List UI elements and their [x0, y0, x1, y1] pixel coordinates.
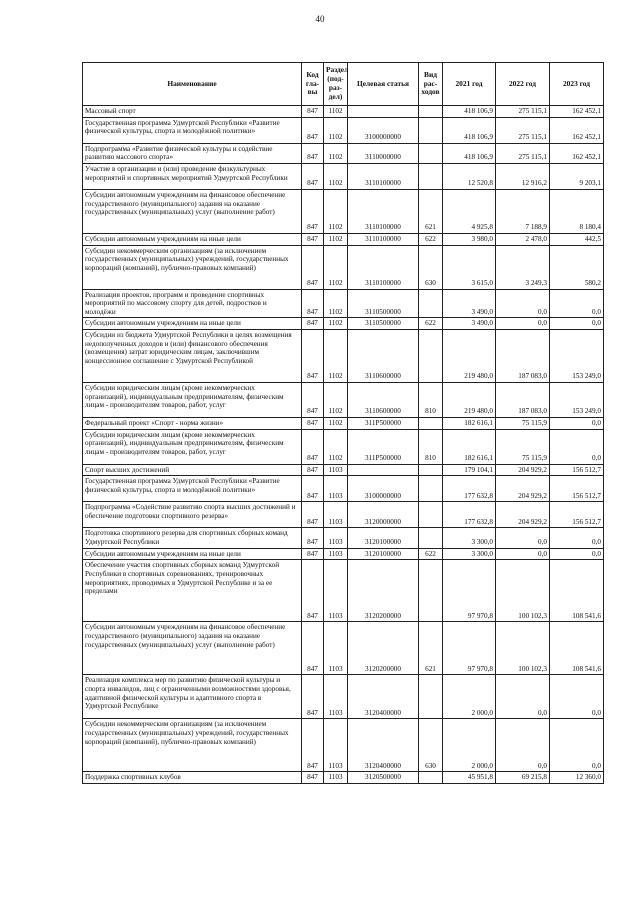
row-name: Субсидии автономным учреждениям на иные цели — [83, 233, 302, 245]
row-2021: 418 106,9 — [443, 143, 496, 163]
row-2023: 9 203,1 — [550, 163, 604, 189]
row-vid — [419, 163, 443, 189]
row-statya: 311P500000 — [348, 429, 419, 464]
row-kod: 847 — [302, 289, 324, 318]
row-razdel: 1103 — [324, 622, 348, 675]
row-2022: 69 215,8 — [496, 772, 550, 784]
table-row — [83, 143, 604, 163]
row-kod: 847 — [302, 502, 324, 528]
row-statya: 3120100000 — [348, 548, 419, 560]
row-2022: 204 929,2 — [496, 502, 550, 528]
row-statya: 3100000000 — [348, 117, 419, 143]
row-kod: 847 — [302, 548, 324, 560]
row-vid: 621 — [419, 189, 443, 233]
table-row — [83, 106, 604, 118]
row-2023: 108 541,6 — [550, 560, 604, 622]
table-row — [83, 528, 604, 548]
row-2021: 2 000,0 — [443, 719, 496, 772]
header-2021: 2021 год — [443, 63, 496, 106]
row-2023: 0,0 — [550, 548, 604, 560]
row-razdel: 1102 — [324, 429, 348, 464]
row-2021: 219 480,0 — [443, 330, 496, 383]
row-razdel: 1102 — [324, 163, 348, 189]
row-vid — [419, 464, 443, 476]
row-2023: 8 180,4 — [550, 189, 604, 233]
row-name: Субсидии юридическим лицам (кроме некоммерческих организаций), индивидуальным предпринимателям, физическим лицам - производителям товаров, работ, услуг — [83, 383, 302, 418]
row-vid — [419, 528, 443, 548]
row-kod: 847 — [302, 245, 324, 289]
row-statya: 311P500000 — [348, 418, 419, 430]
table-header-row — [83, 63, 604, 106]
row-vid — [419, 476, 443, 502]
row-2021: 177 632,8 — [443, 476, 496, 502]
row-razdel: 1103 — [324, 464, 348, 476]
row-2022: 204 929,2 — [496, 464, 550, 476]
row-2023: 156 512,7 — [550, 476, 604, 502]
table-row — [83, 383, 604, 418]
row-statya: 3120400000 — [348, 675, 419, 719]
row-name: Подпрограмма «Содействие развитию спорта высших достижений и обеспечение подготовки спортивного резерва» — [83, 502, 302, 528]
row-name: Поддержка спортивных клубов — [83, 772, 302, 784]
row-2023: 0,0 — [550, 418, 604, 430]
row-2023: 0,0 — [550, 675, 604, 719]
row-vid — [419, 117, 443, 143]
row-2021: 3 300,0 — [443, 528, 496, 548]
row-name: Обеспечение участия спортивных сборных команд Удмуртской Республики в спортивных соревнованиях, тренировочных мероприятиях, проводимых в Удмуртской Республике и за ее пределами — [83, 560, 302, 622]
row-2023: 0,0 — [550, 429, 604, 464]
row-kod: 847 — [302, 476, 324, 502]
row-name: Реализация комплекса мер по развитию физической культуры и спорта инвалидов, лиц с ограниченными возможностями здоровья, адаптивной физической культуры и адаптивного спорта в Удмуртской Республике — [83, 675, 302, 719]
row-statya — [348, 464, 419, 476]
row-razdel: 1102 — [324, 330, 348, 383]
row-razdel: 1102 — [324, 318, 348, 330]
row-name: Государственная программа Удмуртской Республики «Развитие физической культуры, спорта и молодёжной политики» — [83, 117, 302, 143]
row-statya: 3110100000 — [348, 245, 419, 289]
table-row — [83, 476, 604, 502]
row-statya: 3110100000 — [348, 189, 419, 233]
row-name: Подготовка спортивного резерва для спортивных сборных команд Удмуртской Республики — [83, 528, 302, 548]
row-vid — [419, 106, 443, 118]
table-row — [83, 418, 604, 430]
row-statya: 3110000000 — [348, 143, 419, 163]
row-2022: 0,0 — [496, 528, 550, 548]
row-kod: 847 — [302, 189, 324, 233]
row-2023: 0,0 — [550, 318, 604, 330]
row-2021: 179 104,1 — [443, 464, 496, 476]
row-2023: 442,5 — [550, 233, 604, 245]
row-statya: 3120500000 — [348, 772, 419, 784]
row-razdel: 1102 — [324, 106, 348, 118]
row-kod: 847 — [302, 330, 324, 383]
table-row — [83, 548, 604, 560]
row-2022: 75 115,9 — [496, 418, 550, 430]
table-row — [83, 330, 604, 383]
row-razdel: 1103 — [324, 560, 348, 622]
row-2021: 3 980,0 — [443, 233, 496, 245]
row-kod: 847 — [302, 418, 324, 430]
row-2021: 418 106,9 — [443, 117, 496, 143]
row-2022: 2 478,0 — [496, 233, 550, 245]
row-name: Спорт высших достижений — [83, 464, 302, 476]
row-vid — [419, 330, 443, 383]
row-2021: 3 490,0 — [443, 318, 496, 330]
row-razdel: 1102 — [324, 117, 348, 143]
row-statya: 3120100000 — [348, 528, 419, 548]
table-row — [83, 622, 604, 675]
row-statya: 3120400000 — [348, 719, 419, 772]
table-row — [83, 464, 604, 476]
row-name: Субсидии из бюджета Удмуртской Республики в целях возмещения недополученных доходов и (или) финансового обеспечения (возмещения) затрат юридическим лицам, заключившим концессионное соглашение с Удмуртской Республикой — [83, 330, 302, 383]
header-statya: Целевая статья — [348, 63, 419, 106]
row-statya: 3100000000 — [348, 476, 419, 502]
table-row — [83, 318, 604, 330]
row-razdel: 1102 — [324, 245, 348, 289]
row-2021: 2 000,0 — [443, 675, 496, 719]
row-vid — [419, 418, 443, 430]
table-row — [83, 772, 604, 784]
row-statya: 3110500000 — [348, 318, 419, 330]
row-vid: 622 — [419, 233, 443, 245]
row-vid — [419, 289, 443, 318]
table-row — [83, 289, 604, 318]
row-2021: 3 615,0 — [443, 245, 496, 289]
row-statya: 3110500000 — [348, 289, 419, 318]
row-name: Массовый спорт — [83, 106, 302, 118]
row-name: Реализация проектов, программ и проведение спортивных мероприятий по массовому спорту для детей, подростков и молодёжи — [83, 289, 302, 318]
row-razdel: 1103 — [324, 772, 348, 784]
row-kod: 847 — [302, 622, 324, 675]
row-2021: 97 970,8 — [443, 622, 496, 675]
row-vid: 630 — [419, 719, 443, 772]
row-kod: 847 — [302, 106, 324, 118]
row-name: Федеральный проект «Спорт - норма жизни» — [83, 418, 302, 430]
row-2021: 177 632,8 — [443, 502, 496, 528]
table-row — [83, 675, 604, 719]
header-2023: 2023 год — [550, 63, 604, 106]
row-2023: 0,0 — [550, 719, 604, 772]
row-2023: 162 452,1 — [550, 117, 604, 143]
row-razdel: 1102 — [324, 418, 348, 430]
row-2022: 3 249,3 — [496, 245, 550, 289]
row-kod: 847 — [302, 719, 324, 772]
row-kod: 847 — [302, 772, 324, 784]
row-vid — [419, 675, 443, 719]
row-statya: 3110600000 — [348, 383, 419, 418]
row-kod: 847 — [302, 429, 324, 464]
row-2023: 12 360,0 — [550, 772, 604, 784]
row-2023: 0,0 — [550, 289, 604, 318]
row-kod: 847 — [302, 143, 324, 163]
row-vid: 622 — [419, 548, 443, 560]
row-kod: 847 — [302, 318, 324, 330]
row-2022: 0,0 — [496, 289, 550, 318]
row-name: Субсидии некоммерческим организациям (за исключением государственных (муниципальных) учреждений, государственных корпораций (компаний), публично-правовых компаний) — [83, 719, 302, 772]
table-row — [83, 245, 604, 289]
table-row — [83, 429, 604, 464]
row-razdel: 1103 — [324, 548, 348, 560]
row-2022: 204 929,2 — [496, 476, 550, 502]
row-razdel: 1102 — [324, 143, 348, 163]
row-razdel: 1103 — [324, 476, 348, 502]
row-2022: 0,0 — [496, 719, 550, 772]
row-2023: 153 249,0 — [550, 330, 604, 383]
row-2023: 156 512,7 — [550, 502, 604, 528]
row-statya: 3110600000 — [348, 330, 419, 383]
row-name: Субсидии автономным учреждениям на финансовое обеспечение государственного (муниципального) задания на оказание государственных (муниципальных) услуг (выполнение работ) — [83, 189, 302, 233]
header-name: Наименование — [83, 63, 302, 106]
row-name: Субсидии юридическим лицам (кроме некоммерческих организаций), индивидуальным предпринимателям, физическим лицам - производителям товаров, работ, услуг — [83, 429, 302, 464]
table-row — [83, 560, 604, 622]
row-name: Субсидии автономным учреждениям на иные цели — [83, 548, 302, 560]
row-kod: 847 — [302, 464, 324, 476]
row-razdel: 1103 — [324, 502, 348, 528]
row-2021: 182 616,1 — [443, 429, 496, 464]
row-vid: 630 — [419, 245, 443, 289]
row-razdel: 1102 — [324, 289, 348, 318]
row-2023: 156 512,7 — [550, 464, 604, 476]
table-row — [83, 163, 604, 189]
row-2022: 275 115,1 — [496, 143, 550, 163]
row-statya: 3120200000 — [348, 622, 419, 675]
table-body — [83, 106, 604, 784]
row-statya: 3120200000 — [348, 560, 419, 622]
table-row — [83, 117, 604, 143]
row-kod: 847 — [302, 117, 324, 143]
row-kod: 847 — [302, 528, 324, 548]
row-razdel: 1103 — [324, 675, 348, 719]
row-name: Подпрограмма «Развитие физической культуры и содействие развитию массового спорта» — [83, 143, 302, 163]
row-vid — [419, 772, 443, 784]
row-name: Субсидии автономным учреждениям на иные цели — [83, 318, 302, 330]
row-statya: 3110100000 — [348, 163, 419, 189]
row-2022: 12 916,2 — [496, 163, 550, 189]
row-2022: 100 102,3 — [496, 622, 550, 675]
row-vid — [419, 560, 443, 622]
row-kod: 847 — [302, 383, 324, 418]
row-kod: 847 — [302, 675, 324, 719]
row-razdel: 1103 — [324, 719, 348, 772]
row-2022: 275 115,1 — [496, 106, 550, 118]
table-row — [83, 719, 604, 772]
row-name: Государственная программа Удмуртской Республики «Развитие физической культуры, спорта и молодёжной политики» — [83, 476, 302, 502]
row-2023: 162 452,1 — [550, 143, 604, 163]
page-number: 40 — [315, 14, 325, 24]
row-2021: 4 925,8 — [443, 189, 496, 233]
row-kod: 847 — [302, 560, 324, 622]
row-2021: 3 490,0 — [443, 289, 496, 318]
row-2023: 153 249,0 — [550, 383, 604, 418]
row-2021: 45 951,8 — [443, 772, 496, 784]
row-2021: 418 106,9 — [443, 106, 496, 118]
row-2022: 275 115,1 — [496, 117, 550, 143]
row-2022: 7 188,9 — [496, 189, 550, 233]
table-row — [83, 502, 604, 528]
row-vid — [419, 502, 443, 528]
row-kod: 847 — [302, 233, 324, 245]
row-2021: 182 616,1 — [443, 418, 496, 430]
row-vid: 810 — [419, 429, 443, 464]
row-2022: 0,0 — [496, 548, 550, 560]
row-2022: 75 115,9 — [496, 429, 550, 464]
row-vid: 622 — [419, 318, 443, 330]
row-name: Участие в организации и (или) проведение физкультурных мероприятий и спортивных мероприятий Удмуртской Республики — [83, 163, 302, 189]
row-2023: 162 452,1 — [550, 106, 604, 118]
row-vid: 810 — [419, 383, 443, 418]
row-razdel: 1102 — [324, 189, 348, 233]
row-2022: 0,0 — [496, 318, 550, 330]
budget-table — [82, 62, 604, 784]
row-2023: 108 541,6 — [550, 622, 604, 675]
header-razdel: Раздел (под-раз-дел) — [324, 63, 348, 106]
row-name: Субсидии некоммерческим организациям (за исключением государственных (муниципальных) учреждений, государственных корпораций (компаний), публично-правовых компаний) — [83, 245, 302, 289]
table-row — [83, 189, 604, 233]
row-kod: 847 — [302, 163, 324, 189]
row-2021: 3 300,0 — [443, 548, 496, 560]
row-statya: 3110100000 — [348, 233, 419, 245]
row-2021: 12 520,8 — [443, 163, 496, 189]
row-2023: 580,2 — [550, 245, 604, 289]
row-razdel: 1103 — [324, 528, 348, 548]
row-razdel: 1102 — [324, 233, 348, 245]
header-kod: Код гла-вы — [302, 63, 324, 106]
row-2023: 0,0 — [550, 528, 604, 548]
row-2021: 97 970,8 — [443, 560, 496, 622]
row-vid — [419, 143, 443, 163]
row-2022: 100 102,3 — [496, 560, 550, 622]
header-2022: 2022 год — [496, 63, 550, 106]
row-razdel: 1102 — [324, 383, 348, 418]
header-vid: Вид рас-ходов — [419, 63, 443, 106]
row-statya — [348, 106, 419, 118]
row-2022: 187 083,0 — [496, 383, 550, 418]
row-statya: 3120000000 — [348, 502, 419, 528]
table-row — [83, 233, 604, 245]
row-name: Субсидии автономным учреждениям на финансовое обеспечение государственного (муниципального) задания на оказание государственных (муниципальных) услуг (выполнение работ) — [83, 622, 302, 675]
row-2022: 187 083,0 — [496, 330, 550, 383]
row-vid: 621 — [419, 622, 443, 675]
row-2022: 0,0 — [496, 675, 550, 719]
row-2021: 219 480,0 — [443, 383, 496, 418]
